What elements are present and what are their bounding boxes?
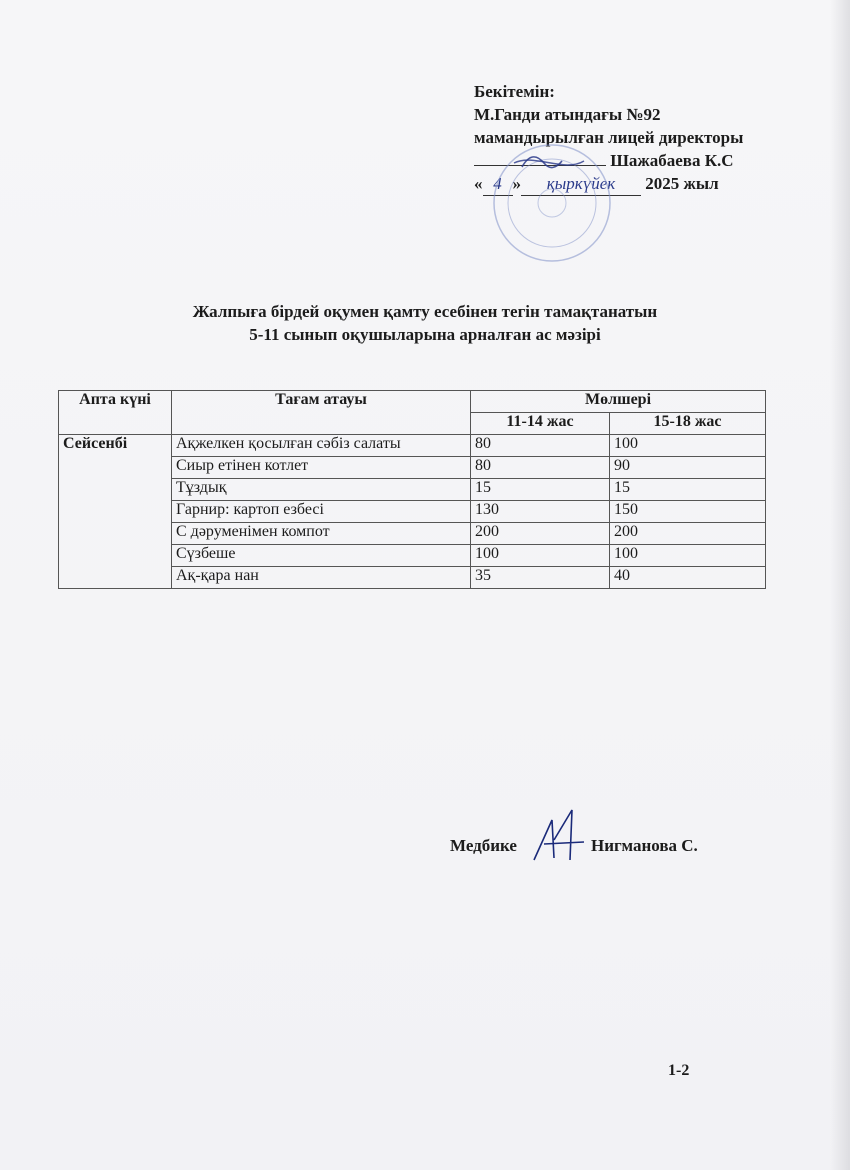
amount-15-18-cell: 100 bbox=[610, 545, 766, 567]
date-year: 2025 жыл bbox=[645, 174, 719, 193]
date-close-quote: » bbox=[512, 174, 521, 193]
nurse-label: Медбике bbox=[450, 836, 517, 855]
amount-15-18-cell: 90 bbox=[610, 457, 766, 479]
amount-11-14-cell: 80 bbox=[471, 457, 610, 479]
approval-signer: Шажабаева К.С bbox=[610, 151, 734, 170]
header-amount: Мөлшері bbox=[471, 391, 766, 413]
title-line-1: Жалпыға бірдей оқумен қамту есебінен тегін тамақтанатын bbox=[192, 302, 658, 321]
amount-15-18-cell: 40 bbox=[610, 567, 766, 589]
dish-cell: Сиыр етінен котлет bbox=[172, 457, 471, 479]
nurse-signature-line bbox=[450, 836, 698, 856]
date-month: қыркүйек bbox=[521, 172, 641, 196]
dish-cell: Тұздық bbox=[172, 479, 471, 501]
document-title bbox=[0, 300, 850, 346]
amount-15-18-cell: 200 bbox=[610, 523, 766, 545]
nurse-signature bbox=[524, 800, 594, 870]
header-dish: Тағам атауы bbox=[172, 391, 471, 435]
date-day: 4 bbox=[483, 172, 513, 196]
date-open-quote: « bbox=[474, 174, 483, 193]
dish-cell: Сүзбеше bbox=[172, 545, 471, 567]
amount-11-14-cell: 100 bbox=[471, 545, 610, 567]
header-age-11-14: 11-14 жас bbox=[471, 413, 610, 435]
dish-cell: Ақ-қара нан bbox=[172, 567, 471, 589]
dish-cell: Гарнир: картоп езбесі bbox=[172, 501, 471, 523]
title-line-2: 5-11 сынып оқушыларына арналған ас мәзірі bbox=[249, 325, 601, 344]
table-row bbox=[59, 435, 766, 457]
nurse-name: Нигманова С. bbox=[590, 836, 698, 855]
dish-cell: Ақжелкен қосылған сәбіз салаты bbox=[172, 435, 471, 457]
amount-11-14-cell: 35 bbox=[471, 567, 610, 589]
amount-11-14-cell: 15 bbox=[471, 479, 610, 501]
page-number: 1-2 bbox=[668, 1062, 690, 1079]
amount-11-14-cell: 130 bbox=[471, 501, 610, 523]
dish-cell: С дәруменімен компот bbox=[172, 523, 471, 545]
amount-11-14-cell: 80 bbox=[471, 435, 610, 457]
amount-11-14-cell: 200 bbox=[471, 523, 610, 545]
official-seal-stamp bbox=[474, 133, 624, 263]
amount-15-18-cell: 150 bbox=[610, 501, 766, 523]
header-day: Апта күні bbox=[59, 391, 172, 435]
approval-position: мамандырылған лицей директоры bbox=[474, 128, 744, 147]
header-age-15-18: 15-18 жас bbox=[610, 413, 766, 435]
amount-15-18-cell: 100 bbox=[610, 435, 766, 457]
header-row bbox=[59, 391, 766, 413]
menu-table bbox=[58, 390, 766, 589]
approval-school: М.Ганди атындағы №92 bbox=[474, 105, 661, 124]
amount-15-18-cell: 15 bbox=[610, 479, 766, 501]
scan-edge-shadow bbox=[830, 0, 850, 1170]
day-cell: Сейсенбі bbox=[59, 435, 172, 589]
approval-heading: Бекітемін: bbox=[474, 82, 555, 101]
